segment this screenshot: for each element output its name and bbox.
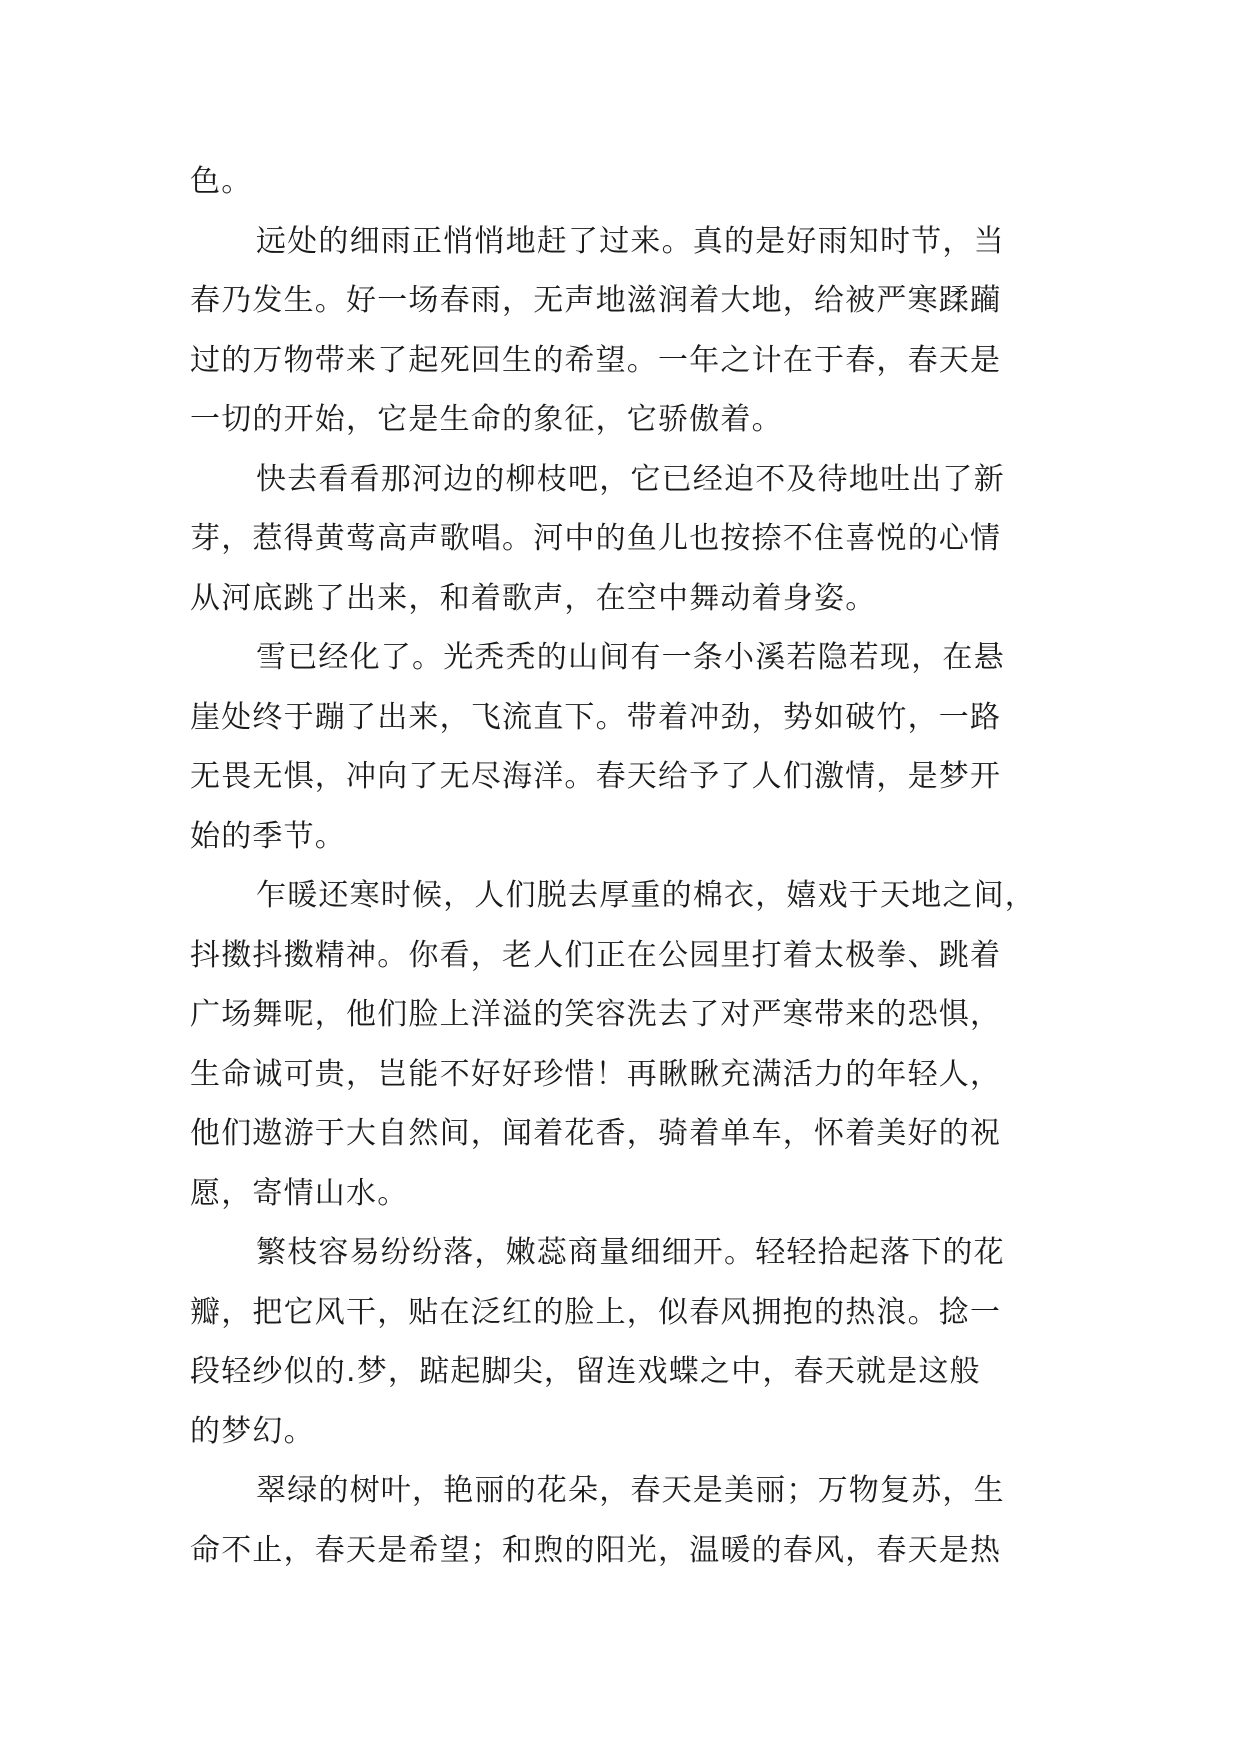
text-line: 过的万物带来了起死回生的希望。一年之计在于春，春天是 — [190, 342, 1002, 378]
text-line: 抖擞抖擞精神。你看，老人们正在公园里打着太极拳、跳着 — [190, 937, 1002, 973]
text-line: 始的季节。 — [190, 818, 346, 854]
text-line: 从河底跳了出来，和着歌声，在空中舞动着身姿。 — [190, 580, 877, 616]
text-line: 色。 — [190, 164, 253, 199]
text-line: 春乃发生。好一场春雨，无声地滋润着大地，给被严寒蹂躏 — [190, 283, 1002, 318]
text-line: 愿，寄情山水。 — [190, 1175, 409, 1211]
text-line: 瓣，把它风干，贴在泛红的脸上，似春风拥抱的热浪。捻一 — [190, 1294, 1002, 1330]
text-line: 生命诚可贵，岂能不好好珍惜！再瞅瞅充满活力的年轻人， — [190, 1056, 1002, 1092]
text-line: 雪已经化了。光秃秃的山间有一条小溪若隐若现，在悬 — [256, 640, 1005, 675]
text-line: 一切的开始，它是生命的象征，它骄傲着。 — [190, 402, 783, 437]
text-line: 芽，惹得黄莺高声歌唱。河中的鱼儿也按捺不住喜悦的心情 — [190, 521, 1002, 556]
text-line: 翠绿的树叶，艳丽的花朵，春天是美丽；万物复苏，生 — [256, 1473, 1005, 1508]
text-line: 乍暖还寒时候，人们脱去厚重的棉衣，嬉戏于天地之间， — [256, 878, 1036, 913]
text-line: 快去看看那河边的柳枝吧，它已经迫不及待地吐出了新 — [256, 461, 1005, 497]
text-line: 他们遨游于大自然间，闻着花香，骑着单车，怀着美好的祝 — [190, 1116, 1002, 1151]
text-line: 远处的细雨正悄悄地赶了过来。真的是好雨知时节，当 — [256, 223, 1005, 259]
essay-body — [190, 152, 1070, 1580]
text-line: 广场舞呢，他们脸上洋溢的笑容洗去了对严寒带来的恐惧， — [190, 997, 1002, 1032]
text-line: 无畏无惧，冲向了无尽海洋。春天给予了人们激情，是梦开 — [190, 759, 1002, 794]
text-line: 段轻纱似的.梦，踮起脚尖，留连戏蝶之中，春天就是这般 — [190, 1354, 981, 1389]
text-line: 命不止，春天是希望；和煦的阳光，温暖的春风，春天是热 — [190, 1532, 1002, 1568]
text-line: 的梦幻。 — [190, 1413, 315, 1449]
text-line: 崖处终于蹦了出来，飞流直下。带着冲劲，势如破竹，一路 — [190, 699, 1002, 735]
text-line: 繁枝容易纷纷落，嫩蕊商量细细开。轻轻拾起落下的花 — [256, 1235, 1005, 1270]
